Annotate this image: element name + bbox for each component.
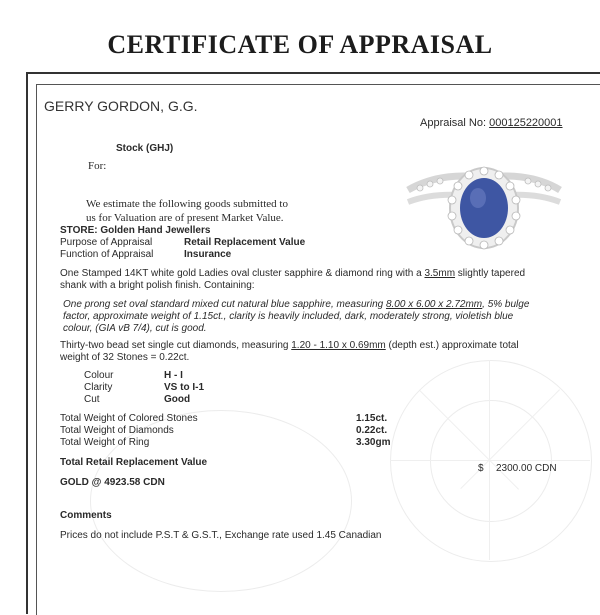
sapphire-description-text: One prong set oval standard mixed cut natural blue sapphire, measuring (63, 299, 386, 310)
ring-description-line-2: shank with a bright polish finish. Containing: (60, 280, 255, 291)
sapphire-description-text: , 5% bulge (482, 299, 530, 310)
function-value: Insurance (184, 249, 232, 260)
ring-description-line-1 (60, 268, 525, 279)
sapphire-description-line-2: factor, approximate weight of 1.15ct., clarity is heavily included, dark, moderately strong, violetish blue (63, 311, 514, 322)
ring-description-text: slightly tapered (455, 268, 526, 279)
purpose-value: Retail Replacement Value (184, 237, 306, 248)
gold-price: GOLD @ 4923.58 CDN (60, 477, 165, 488)
comments-text: Prices do not include P.S.T & G.S.T., Exchange rate used 1.45 Canadian (60, 530, 382, 541)
shank-width: 3.5mm (424, 268, 456, 279)
total-value-label: Total Retail Replacement Value (60, 457, 208, 468)
for-label: For: (88, 160, 107, 172)
clarity-label: Clarity (84, 382, 113, 393)
cut-label: Cut (84, 394, 100, 405)
total-weight-diamonds-value: 0.22ct. (356, 425, 388, 436)
total-weight-ring-value: 3.30gm (356, 437, 391, 448)
total-weight-colored-value: 1.15ct. (356, 413, 388, 424)
diamond-description-line-1 (60, 340, 519, 351)
estimate-line-2: us for Valuation are of present Market Value. (86, 212, 284, 224)
diamond-description-text: (depth est.) approximate total (385, 340, 519, 351)
comments-label: Comments (60, 510, 112, 521)
estimate-line-1: We estimate the following goods submitted to (86, 198, 288, 210)
certificate-title: CERTIFICATE OF APPRAISAL (107, 30, 493, 59)
purpose-label: Purpose of Appraisal (60, 237, 153, 248)
total-weight-colored-label: Total Weight of Colored Stones (60, 413, 198, 424)
colour-value: H - I (164, 370, 183, 381)
ring-description-text: One Stamped 14KT white gold Ladies oval cluster sapphire & diamond ring with a (60, 268, 425, 279)
diamond-measurements: 1.20 - 1.10 x 0.69mm (291, 340, 386, 351)
sapphire-measurements: 8.00 x 6.00 x 2.72mm (385, 299, 483, 310)
sapphire-description-line-3: colour, (GIA vB 7/4), cut is good. (63, 323, 207, 334)
cut-value: Good (164, 394, 191, 405)
diamond-description-line-2: weight of 32 Stones = 0.22ct. (60, 352, 190, 363)
diamond-description-text: Thirty-two bead set single cut diamonds, measuring (60, 340, 292, 351)
appraiser-name: GERRY GORDON, G.G. (44, 98, 198, 114)
store-name: STORE: Golden Hand Jewellers (60, 225, 211, 236)
appraisal-number (420, 117, 563, 129)
appraisal-number-label: Appraisal No: (420, 117, 487, 129)
sapphire-description-line-1 (63, 299, 529, 310)
total-value: 2300.00 CDN (496, 463, 557, 474)
appraisal-number-value: 000125220001 (489, 117, 563, 129)
colour-label: Colour (84, 370, 114, 381)
total-weight-ring-label: Total Weight of Ring (60, 437, 150, 448)
clarity-value: VS to I-1 (164, 382, 205, 393)
function-label: Function of Appraisal (60, 249, 154, 260)
ring-photo (404, 150, 564, 260)
stock-code: Stock (GHJ) (116, 143, 174, 154)
total-currency: $ (478, 463, 484, 474)
total-weight-diamonds-label: Total Weight of Diamonds (60, 425, 174, 436)
